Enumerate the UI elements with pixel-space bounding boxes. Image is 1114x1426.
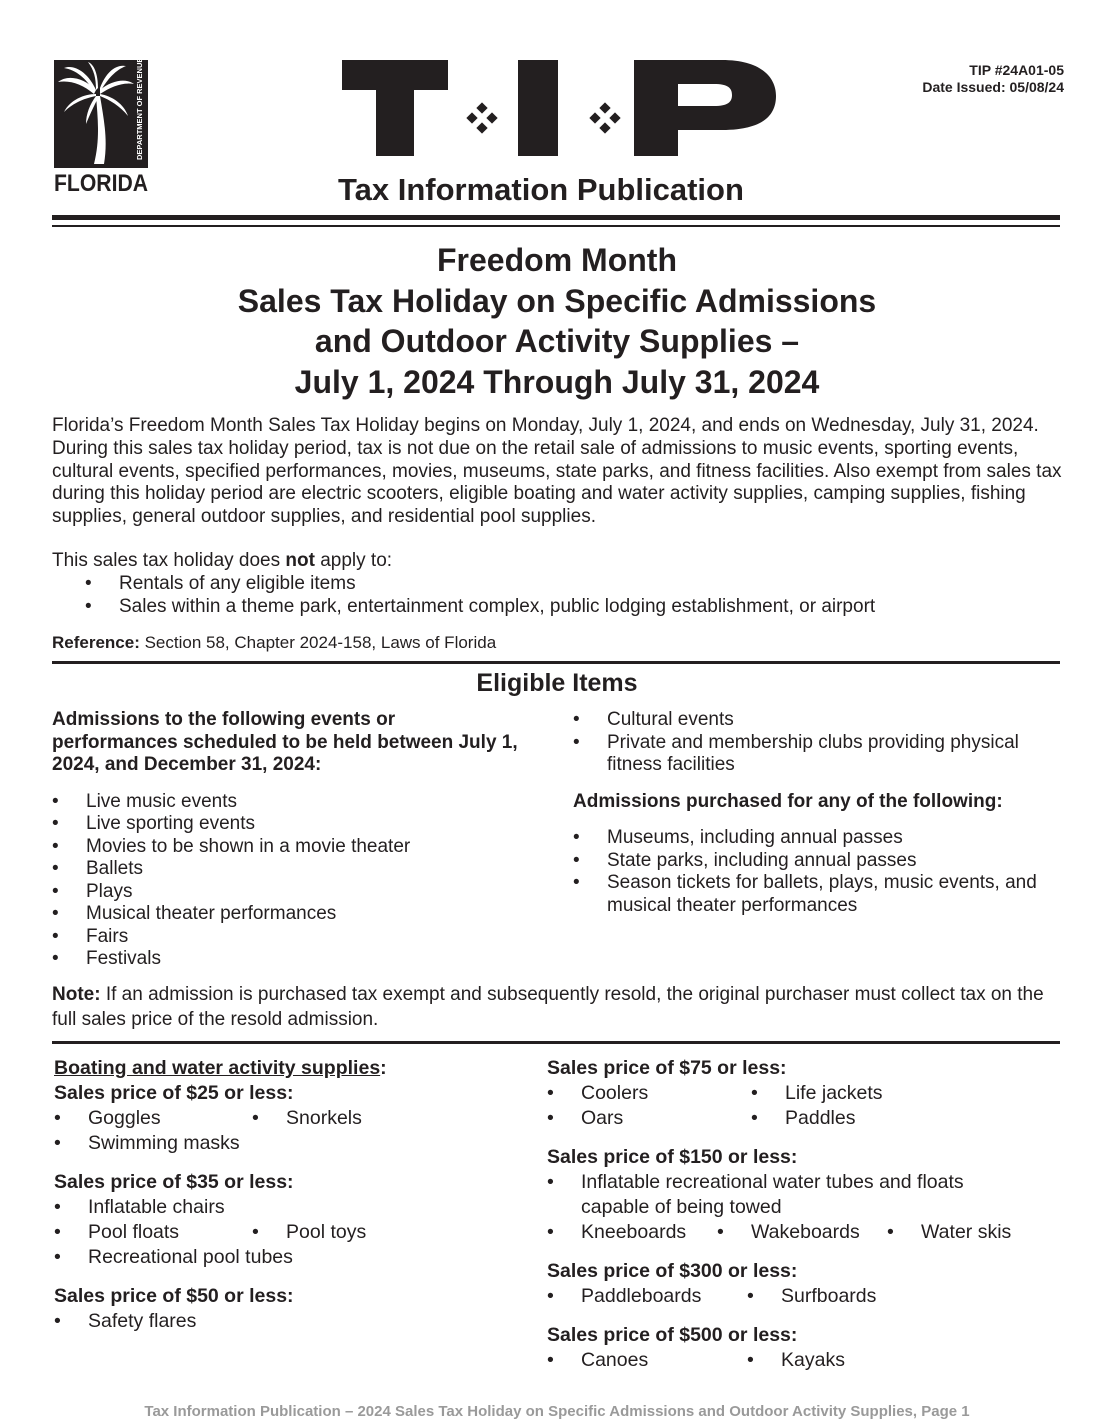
purchased-list — [573, 827, 1043, 917]
date-issued: Date Issued: 05/08/24 — [922, 79, 1064, 95]
price-35-label: Sales price of $35 or less: — [54, 1171, 294, 1193]
boating-right-column — [547, 1056, 1047, 1373]
not-apply-emphasis: not — [285, 550, 315, 571]
title-line-1: Freedom Month — [437, 242, 677, 278]
list-item: • Snorkels — [252, 1106, 362, 1131]
boating-heading — [54, 1056, 534, 1081]
header-rule-thick — [52, 215, 1060, 220]
not-apply-lead-text: This sales tax holiday does — [52, 550, 286, 571]
title-line-2: Sales Tax Holiday on Specific Admissions — [237, 282, 877, 319]
price-35-row-3 — [54, 1245, 534, 1270]
tip-wordmark — [342, 60, 778, 160]
list-item: • Fairs — [52, 926, 522, 949]
admissions-column — [52, 709, 522, 971]
header-rule-thin — [52, 225, 1060, 227]
boating-left-column — [54, 1056, 534, 1334]
list-item: • Oars — [547, 1106, 751, 1131]
not-apply-list — [52, 573, 1064, 619]
list-item: • Swimming masks — [54, 1131, 240, 1156]
list-item: • Inflatable recreational water tubes and floats capable of being towed — [547, 1170, 997, 1220]
boating-heading-text: Boating and water activity supplies — [54, 1057, 381, 1079]
price-35-row-2 — [54, 1220, 534, 1245]
admissions-list — [52, 791, 522, 971]
price-150-row-2 — [547, 1220, 1047, 1245]
list-item: • Inflatable chairs — [54, 1195, 225, 1220]
price-300-label: Sales price of $300 or less: — [547, 1260, 798, 1282]
intro-paragraph: Florida’s Freedom Month Sales Tax Holiday begins on Monday, July 1, 2024, and ends on Wednesday, July 31, 2024. During this sales tax holiday period, tax is not due on the retail sale of admissions to music events, sporting events, cultural events, specified performances, movies, museums, state parks, and fitness facilities. Also exempt from sales tax during this holiday period are electric scooters, eligible boating and water activity supplies, camping supplies, fishing supplies, general outdoor supplies, and residential pool supplies. — [52, 415, 1062, 528]
list-item: • Water skis — [887, 1220, 1011, 1245]
list-item: • Plays — [52, 881, 522, 904]
list-item: • Sales within a theme park, entertainment complex, public lodging establishment, or airport — [52, 596, 1064, 619]
list-item: • State parks, including annual passes — [573, 850, 1043, 873]
list-item: • Cultural events — [573, 709, 1043, 732]
price-35-row-1 — [54, 1195, 534, 1220]
list-item: • Paddles — [751, 1106, 855, 1131]
list-item: • Safety flares — [54, 1309, 196, 1334]
list-item: • Season tickets for ballets, plays, music events, and musical theater performances — [573, 872, 1043, 917]
list-item: • Private and membership clubs providing physical fitness facilities — [573, 732, 1043, 777]
list-item: • Kayaks — [747, 1348, 845, 1373]
reference-label: Reference: — [52, 633, 140, 652]
price-75-row-1 — [547, 1081, 1047, 1106]
price-75-row-2 — [547, 1106, 1047, 1131]
admissions-right-column — [573, 709, 1043, 917]
note-label: Note: — [52, 984, 101, 1005]
price-500-row-1 — [547, 1348, 1047, 1373]
florida-dor-logo — [54, 57, 148, 197]
admissions-list-continued — [573, 709, 1043, 777]
note-text: If an admission is purchased tax exempt and subsequently resold, the original purchaser must collect tax on the full sales price of the resold admission. — [52, 984, 1044, 1030]
note-paragraph — [52, 982, 1052, 1032]
list-item: • Live music events — [52, 791, 522, 814]
publication-name: Tax Information Publication — [338, 172, 744, 207]
section-rule — [52, 661, 1060, 664]
list-item: • Museums, including annual passes — [573, 827, 1043, 850]
not-apply-section — [52, 550, 1064, 618]
price-25-row-1 — [54, 1106, 534, 1131]
palm-tree-icon — [54, 57, 148, 197]
price-25-label: Sales price of $25 or less: — [54, 1082, 294, 1104]
list-item: • Pool toys — [252, 1220, 366, 1245]
boating-heading-colon: : — [380, 1057, 387, 1079]
price-300-row-1 — [547, 1284, 1047, 1309]
list-item: • Coolers — [547, 1081, 751, 1106]
list-item: • Life jackets — [751, 1081, 883, 1106]
reference-line — [52, 633, 496, 653]
list-item: • Live sporting events — [52, 813, 522, 836]
list-item: • Recreational pool tubes — [54, 1245, 293, 1270]
price-150-label: Sales price of $150 or less: — [547, 1146, 798, 1168]
list-item: • Movies to be shown in a movie theater — [52, 836, 522, 859]
list-item: • Kneeboards — [547, 1220, 717, 1245]
list-item: • Goggles — [54, 1106, 252, 1131]
list-item: • Ballets — [52, 858, 522, 881]
section-rule-2 — [52, 1041, 1060, 1044]
title-line-4: July 1, 2024 Through July 31, 2024 — [294, 363, 820, 400]
eligible-items-heading: Eligible Items — [476, 669, 638, 697]
list-item: • Canoes — [547, 1348, 747, 1373]
purchased-heading: Admissions purchased for any of the following: — [573, 790, 1003, 812]
price-150-row-1 — [547, 1170, 1047, 1220]
tip-meta — [922, 62, 1064, 96]
price-50-label: Sales price of $50 or less: — [54, 1285, 294, 1307]
tip-number: TIP #24A01-05 — [969, 62, 1064, 78]
price-50-row-1 — [54, 1309, 534, 1334]
list-item: • Festivals — [52, 948, 522, 971]
list-item: • Pool floats — [54, 1220, 252, 1245]
logo-state-text: FLORIDA — [54, 170, 148, 197]
list-item: • Rentals of any eligible items — [52, 573, 1064, 596]
list-item: • Surfboards — [747, 1284, 876, 1309]
price-75-label: Sales price of $75 or less: — [547, 1057, 787, 1079]
document-title — [0, 240, 1114, 402]
not-apply-lead-end: apply to: — [314, 550, 393, 571]
list-item: • Musical theater performances — [52, 903, 522, 926]
admissions-heading: Admissions to the following events or performances scheduled to be held between July 1, 2024, and December 31, 2024: — [52, 709, 518, 775]
list-item: • Wakeboards — [717, 1220, 887, 1245]
list-item: • Paddleboards — [547, 1284, 747, 1309]
logo-department-text: DEPARTMENT OF REVENUE — [135, 57, 144, 160]
price-500-label: Sales price of $500 or less: — [547, 1324, 798, 1346]
not-apply-lead — [52, 550, 1064, 573]
page-footer: Tax Information Publication – 2024 Sales Tax Holiday on Specific Admissions and Outdoor Activity Supplies, Page 1 — [144, 1403, 970, 1420]
reference-text: Section 58, Chapter 2024-158, Laws of Florida — [139, 633, 497, 652]
price-25-row-2 — [54, 1131, 534, 1156]
title-line-3: and Outdoor Activity Supplies – — [314, 323, 800, 359]
